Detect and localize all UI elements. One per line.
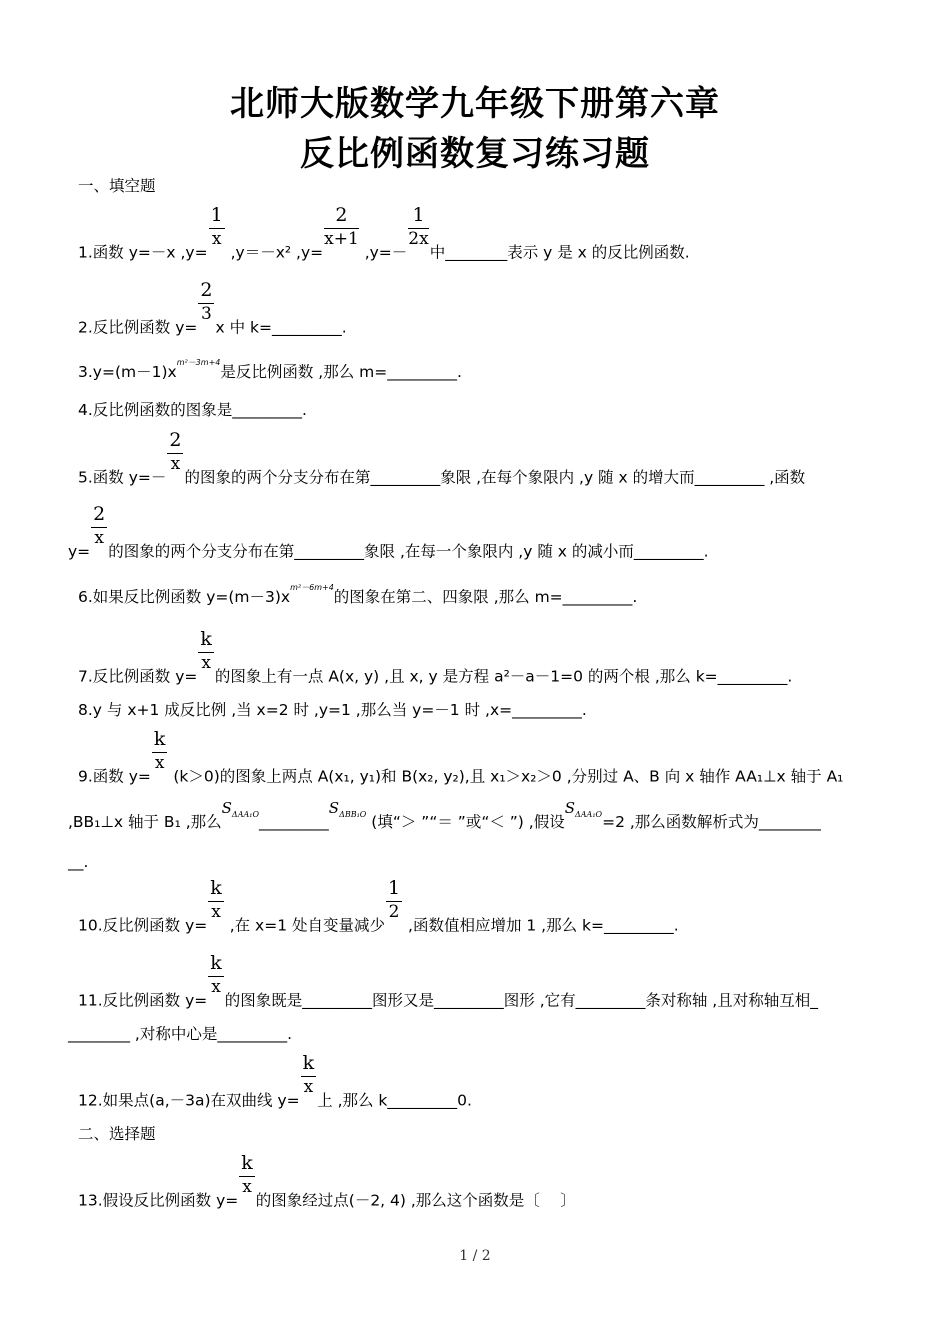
q7-frac-den: x <box>201 653 211 673</box>
q9-s3-sub: ΔAA₁O <box>575 810 603 819</box>
q1-text-d: 中________表示 y 是 x 的反比例函数. <box>429 243 690 262</box>
q1-frac1-den: x <box>211 229 222 249</box>
q12-text-a: 12.如果点(a,－3a)在双曲线 y= <box>78 1091 300 1110</box>
q5-fraction-2 <box>91 505 107 547</box>
q10-text-c: ,函数值相应增加 1 ,那么 k=_________. <box>403 916 679 935</box>
q6-text-b: 的图象在第二、四象限 ,那么 m=_________. <box>333 588 638 607</box>
q9-s1-letter: S <box>221 799 232 817</box>
q10-text-b: ,在 x=1 处自变量减少 <box>224 916 385 935</box>
q11-frac-num: k <box>208 954 224 977</box>
question-6 <box>78 584 637 607</box>
q1-frac2-den: x+1 <box>324 229 359 249</box>
q10-frac1-den: x <box>211 902 221 922</box>
q9-s2-letter: S <box>328 799 340 817</box>
question-3 <box>78 359 462 382</box>
q9-text-f: =2 ,那么函数解析式为________ <box>602 813 821 831</box>
q13-text-a: 13.假设反比例函数 y= <box>78 1191 239 1210</box>
section-fill-blank: 一、填空题 <box>78 177 156 195</box>
q9-text-c: ,BB₁⊥x 轴于 B₁ ,那么 <box>68 813 222 831</box>
q5-frac2-den: x <box>94 528 105 548</box>
q7-frac-num: k <box>198 630 214 653</box>
q13-text-b: 的图象经过点(－2, 4) ,那么这个函数是〔 〕 <box>255 1191 576 1210</box>
q1-frac2-num: 2 <box>324 206 359 229</box>
q3-exponent: m²－3m+4 <box>176 358 221 367</box>
q9-s3-letter: S <box>564 799 575 817</box>
question-8: 8.y 与 x+1 成反比例 ,当 x=2 时 ,y=1 ,那么当 y=－1 时 ,x=_________. <box>78 701 587 719</box>
question-2 <box>78 279 347 349</box>
q9-text-d: _________ <box>259 813 329 831</box>
q1-text-a: 1.函数 y=－x ,y= <box>78 243 208 262</box>
q3-text-a: 3.y=(m－1)x <box>78 363 177 382</box>
q13-frac-den: x <box>242 1177 252 1197</box>
q7-text-a: 7.反比例函数 y= <box>78 667 198 686</box>
q6-text-a: 6.如果反比例函数 y=(m－3)x <box>78 588 291 607</box>
q9-area-symbol-3 <box>565 799 602 817</box>
q10-frac2-den: 2 <box>388 902 400 922</box>
q9-area-symbol-1 <box>222 799 259 817</box>
question-12 <box>78 1052 472 1122</box>
q7-fraction <box>198 630 214 672</box>
question-13 <box>78 1152 576 1222</box>
q11-frac-den: x <box>211 977 221 997</box>
q10-fraction-2 <box>386 879 402 921</box>
q13-frac-num: k <box>239 1154 255 1177</box>
q13-fraction <box>239 1154 255 1196</box>
q9-text-e: (填“＞ ”“＝ ”或“＜ ”) ,假设 <box>366 813 565 831</box>
title-line-1: 北师大版数学九年级下册第六章 <box>230 84 720 124</box>
title-line-2: 反比例函数复习练习题 <box>300 134 650 174</box>
question-9-line-3: __. <box>68 853 89 871</box>
q11-text-b: 的图象既是_________图形又是_________图形 ,它有_________条对称轴 ,且对称轴互相_ <box>224 991 818 1010</box>
question-4: 4.反比例函数的图象是_________. <box>78 401 307 419</box>
q1-text-c: ,y=－ <box>359 243 408 262</box>
q9-text-b: (k＞0)的图象上两点 A(x₁, y₁)和 B(x₂, y₂),且 x₁＞x₂＞0 ,分别过 A、B 向 x 轴作 AA₁⊥x 轴于 A₁ <box>168 767 844 786</box>
q2-text-b: x 中 k=_________. <box>215 318 347 337</box>
question-11-line-1 <box>78 952 818 1022</box>
question-5-line-1 <box>78 429 806 499</box>
q2-text-a: 2.反比例函数 y= <box>78 318 198 337</box>
q10-frac1-num: k <box>208 879 224 902</box>
q12-frac-den: x <box>303 1077 314 1097</box>
q11-text-a: 11.反比例函数 y= <box>78 991 208 1010</box>
q10-fraction-1 <box>208 879 224 921</box>
q1-frac3-den: 2x <box>408 229 429 249</box>
question-1 <box>78 204 690 274</box>
q5-text-a: 5.函数 y=－ <box>78 468 167 487</box>
q9-s2-sub: ΔBB₁O <box>339 810 367 819</box>
q5-frac2-num: 2 <box>91 505 107 528</box>
q9-fraction <box>152 730 168 772</box>
q5-frac1-den: x <box>170 454 181 474</box>
q12-text-b: 上 ,那么 k_________0. <box>317 1091 472 1110</box>
q1-text-b: ,y＝－x² ,y= <box>225 243 324 262</box>
q5-text-c: y= <box>68 542 91 561</box>
question-9-line-1 <box>78 728 844 798</box>
q3-text-b: 是反比例函数 ,那么 m=_________. <box>220 363 462 382</box>
question-10 <box>78 877 679 947</box>
section-multiple-choice: 二、选择题 <box>78 1125 156 1143</box>
q2-frac-den: 3 <box>201 304 212 324</box>
q1-fraction-2 <box>324 206 359 248</box>
q5-text-b: 的图象的两个分支分布在第_________象限 ,在每个象限内 ,y 随 x 的增大而_________ ,函数 <box>184 468 806 487</box>
q1-frac3-num: 1 <box>408 206 428 229</box>
q9-text-a: 9.函数 y= <box>78 767 151 786</box>
question-5-line-2 <box>68 503 709 573</box>
q2-fraction <box>198 281 214 323</box>
q5-text-d: 的图象的两个分支分布在第_________象限 ,在每一个象限内 ,y 随 x 的减小而_________. <box>108 542 709 561</box>
question-11-line-2: ________ ,对称中心是_________. <box>68 1025 293 1043</box>
q1-fraction-3 <box>408 206 428 248</box>
question-7 <box>78 628 793 698</box>
q9-frac-den: x <box>154 753 165 773</box>
q9-s1-sub: ΔAA₁O <box>231 810 260 819</box>
q9-area-symbol-2 <box>329 799 367 817</box>
q7-text-b: 的图象上有一点 A(x, y) ,且 x, y 是方程 a²－a－1=0 的两个根 ,那么 k=_________. <box>214 667 793 686</box>
q2-frac-num: 2 <box>198 281 214 304</box>
q10-frac2-num: 1 <box>386 879 402 902</box>
q11-fraction <box>208 954 224 996</box>
q12-fraction <box>301 1054 317 1096</box>
q10-text-a: 10.反比例函数 y= <box>78 916 208 935</box>
q9-frac-num: k <box>152 730 168 753</box>
q6-exponent: m²－6m+4 <box>290 583 334 592</box>
q1-fraction-1 <box>209 206 225 248</box>
q5-fraction-1 <box>167 431 183 473</box>
q1-frac1-num: 1 <box>209 206 225 229</box>
page-number: 1 / 2 <box>459 1248 491 1264</box>
q12-frac-num: k <box>301 1054 317 1077</box>
question-9-line-2 <box>68 799 821 839</box>
q5-frac1-num: 2 <box>167 431 183 454</box>
